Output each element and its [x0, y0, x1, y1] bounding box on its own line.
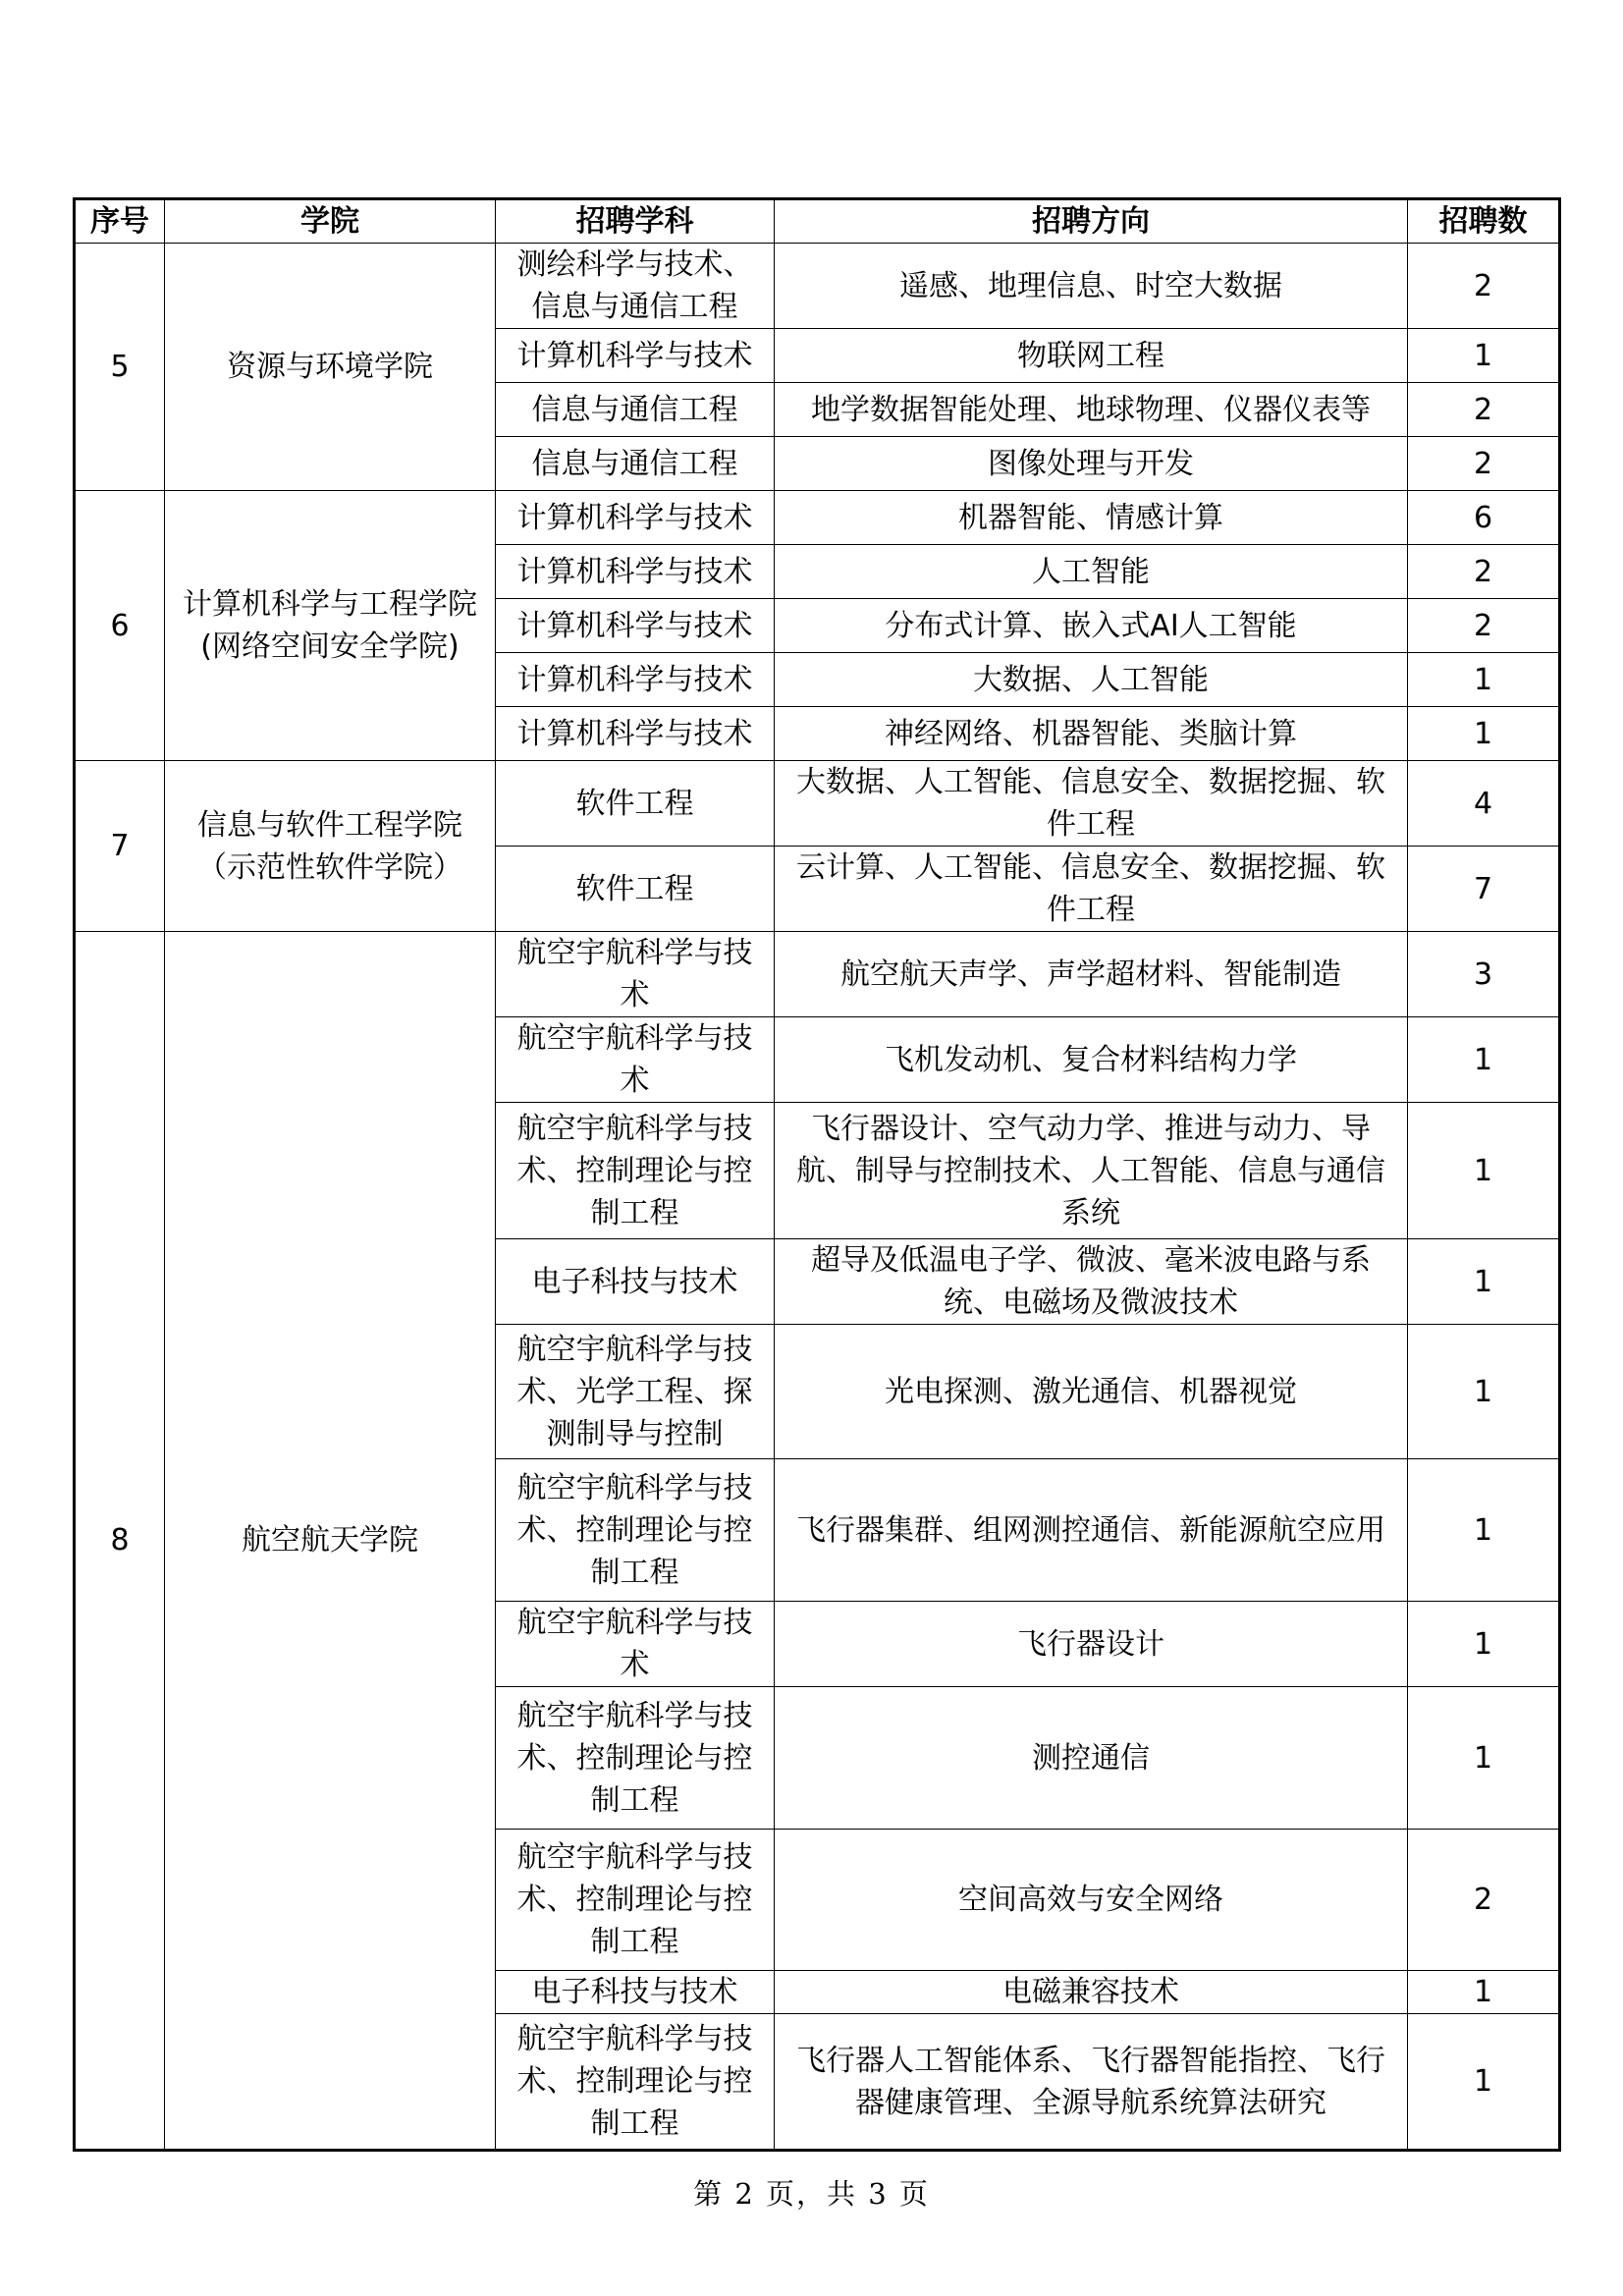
cell-discipline: 计算机科学与技术 — [496, 329, 775, 383]
cell-discipline: 电子科技与技术 — [496, 1239, 775, 1325]
cell-discipline: 计算机科学与技术 — [496, 653, 775, 707]
cell-discipline: 计算机科学与技术 — [496, 545, 775, 599]
cell-direction: 飞行器集群、组网测控通信、新能源航空应用 — [775, 1459, 1408, 1602]
cell-direction: 飞行器设计 — [775, 1602, 1408, 1687]
cell-discipline: 航空宇航科学与技术、光学工程、探测制导与控制 — [496, 1325, 775, 1459]
header-direction: 招聘方向 — [775, 199, 1408, 244]
cell-discipline: 电子科技与技术 — [496, 1971, 775, 2014]
cell-direction: 飞行器人工智能体系、飞行器智能指控、飞行器健康管理、全源导航系统算法研究 — [775, 2014, 1408, 2151]
cell-count: 1 — [1408, 653, 1560, 707]
cell-count: 1 — [1408, 1459, 1560, 1602]
cell-discipline: 计算机科学与技术 — [496, 707, 775, 761]
cell-direction: 人工智能 — [775, 545, 1408, 599]
cell-direction: 地学数据智能处理、地球物理、仪器仪表等 — [775, 383, 1408, 437]
cell-count: 1 — [1408, 1017, 1560, 1103]
cell-college: 航空航天学院 — [165, 932, 496, 2151]
table-row — [75, 491, 1560, 545]
cell-direction: 图像处理与开发 — [775, 437, 1408, 491]
cell-discipline: 测绘科学与技术、信息与通信工程 — [496, 244, 775, 329]
cell-direction: 空间高效与安全网络 — [775, 1830, 1408, 1971]
cell-count: 4 — [1408, 761, 1560, 847]
cell-direction: 神经网络、机器智能、类脑计算 — [775, 707, 1408, 761]
header-college: 学院 — [165, 199, 496, 244]
header-discipline: 招聘学科 — [496, 199, 775, 244]
cell-count: 1 — [1408, 1687, 1560, 1830]
cell-college: 计算机科学与工程学院(网络空间安全学院) — [165, 491, 496, 761]
table-row — [75, 932, 1560, 1017]
cell-discipline: 计算机科学与技术 — [496, 599, 775, 653]
cell-seq: 8 — [75, 932, 165, 2151]
cell-direction: 电磁兼容技术 — [775, 1971, 1408, 2014]
cell-count: 2 — [1408, 383, 1560, 437]
cell-count: 2 — [1408, 599, 1560, 653]
cell-discipline: 航空宇航科学与技术、控制理论与控制工程 — [496, 1830, 775, 1971]
cell-count: 1 — [1408, 1602, 1560, 1687]
cell-direction: 分布式计算、嵌入式AI人工智能 — [775, 599, 1408, 653]
cell-count: 6 — [1408, 491, 1560, 545]
cell-college: 信息与软件工程学院（示范性软件学院） — [165, 761, 496, 932]
cell-count: 1 — [1408, 1325, 1560, 1459]
cell-discipline: 航空宇航科学与技术、控制理论与控制工程 — [496, 1687, 775, 1830]
cell-direction: 测控通信 — [775, 1687, 1408, 1830]
cell-count: 2 — [1408, 1830, 1560, 1971]
cell-direction: 物联网工程 — [775, 329, 1408, 383]
cell-count: 2 — [1408, 437, 1560, 491]
table-header-row — [75, 199, 1560, 244]
recruitment-table — [73, 197, 1561, 2152]
cell-seq: 5 — [75, 244, 165, 491]
cell-discipline: 航空宇航科学与技术、控制理论与控制工程 — [496, 1103, 775, 1239]
cell-discipline: 信息与通信工程 — [496, 383, 775, 437]
cell-direction: 飞机发动机、复合材料结构力学 — [775, 1017, 1408, 1103]
cell-count: 1 — [1408, 1239, 1560, 1325]
cell-discipline: 航空宇航科学与技术 — [496, 1602, 775, 1687]
cell-discipline: 软件工程 — [496, 761, 775, 847]
table-row — [75, 761, 1560, 847]
table-row — [75, 244, 1560, 329]
cell-discipline: 航空宇航科学与技术 — [496, 932, 775, 1017]
cell-discipline: 软件工程 — [496, 847, 775, 932]
page-footer: 第 2 页，共 3 页 — [693, 2177, 930, 2211]
cell-count: 1 — [1408, 1103, 1560, 1239]
cell-count: 1 — [1408, 329, 1560, 383]
cell-direction: 航空航天声学、声学超材料、智能制造 — [775, 932, 1408, 1017]
cell-direction: 飞行器设计、空气动力学、推进与动力、导航、制导与控制技术、人工智能、信息与通信系统 — [775, 1103, 1408, 1239]
cell-discipline: 航空宇航科学与技术 — [496, 1017, 775, 1103]
cell-discipline: 信息与通信工程 — [496, 437, 775, 491]
cell-direction: 超导及低温电子学、微波、毫米波电路与系统、电磁场及微波技术 — [775, 1239, 1408, 1325]
cell-seq: 7 — [75, 761, 165, 932]
cell-seq: 6 — [75, 491, 165, 761]
cell-direction: 大数据、人工智能 — [775, 653, 1408, 707]
cell-count: 1 — [1408, 707, 1560, 761]
cell-direction: 云计算、人工智能、信息安全、数据挖掘、软件工程 — [775, 847, 1408, 932]
cell-count: 3 — [1408, 932, 1560, 1017]
cell-count: 1 — [1408, 1971, 1560, 2014]
cell-count: 7 — [1408, 847, 1560, 932]
header-seq: 序号 — [75, 199, 165, 244]
cell-discipline: 航空宇航科学与技术、控制理论与控制工程 — [496, 2014, 775, 2151]
cell-direction: 机器智能、情感计算 — [775, 491, 1408, 545]
cell-count: 2 — [1408, 545, 1560, 599]
table-body — [75, 244, 1560, 2151]
cell-direction: 遥感、地理信息、时空大数据 — [775, 244, 1408, 329]
cell-direction: 大数据、人工智能、信息安全、数据挖掘、软件工程 — [775, 761, 1408, 847]
cell-count: 1 — [1408, 2014, 1560, 2151]
cell-direction: 光电探测、激光通信、机器视觉 — [775, 1325, 1408, 1459]
cell-discipline: 计算机科学与技术 — [496, 491, 775, 545]
cell-college: 资源与环境学院 — [165, 244, 496, 491]
cell-count: 2 — [1408, 244, 1560, 329]
header-count: 招聘数 — [1408, 199, 1560, 244]
cell-discipline: 航空宇航科学与技术、控制理论与控制工程 — [496, 1459, 775, 1602]
